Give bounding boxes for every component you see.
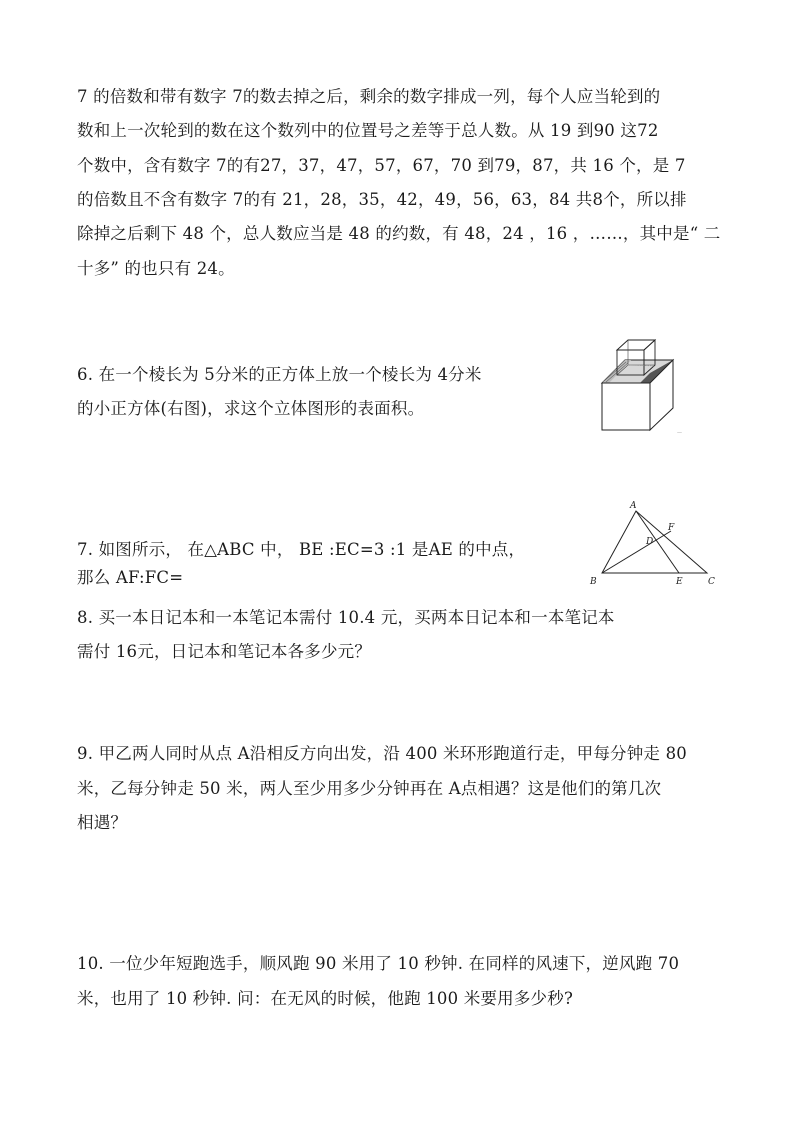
svg-text:—: — <box>677 430 682 435</box>
problem-text-line: 需付 16元，日记本和笔记本各多少元？ <box>77 642 372 661</box>
label-b: B <box>590 577 597 587</box>
label-a: A <box>630 501 637 511</box>
problem-text-line: 10. 一位少年短跑选手，顺风跑 90 米用了 10 秒钟. 在同样的风速下，逆风跑 70 <box>77 954 680 973</box>
problem-text-line: 相遇？ <box>77 813 128 832</box>
label-f: F <box>668 523 675 533</box>
text-line: 的倍数且不含有数字 7的有 21，28，35，42，49，56，63，84 共8个，所以排 <box>77 190 687 209</box>
problem-text-line: 9. 甲乙两人同时从点 A沿相反方向出发，沿 400 米环形跑道行走，甲每分钟走 80 <box>77 744 687 763</box>
problem-text-line: 的小正方体(右图)，求这个立体图形的表面积。 <box>77 399 425 418</box>
problem-text-line: 6. 在一个棱长为 5分米的正方体上放一个棱长为 4分米 <box>77 365 482 384</box>
text-line: 个数中，含有数字 7的有27，37，47，57，67，70 到79，87，共 16 个，是 7 <box>77 156 686 175</box>
text-line: 除掉之后剩下 48 个，总人数应当是 48 的约数，有 48，24 ，16 ，……，其中是“ 二 <box>77 224 721 243</box>
problem-text-line: 米，乙每分钟走 50 米，两人至少用多少分钟再在 A点相遇？这是他们的第几次 <box>77 779 662 798</box>
label-d: D <box>646 537 654 547</box>
problem-text-line: 那么 AF:FC= <box>77 568 184 587</box>
problem-text-line: 8. 买一本日记本和一本笔记本需付 10.4 元，买两本日记本和一本笔记本 <box>77 608 615 627</box>
text-line: 十多” 的也只有 24。 <box>77 259 235 278</box>
label-c: C <box>708 577 715 587</box>
stacked-cubes-figure <box>595 330 690 435</box>
triangle-abc-figure <box>582 495 732 590</box>
problem-text-line: 米，也用了 10 秒钟. 问：在无风的时候，他跑 100 米要用多少秒? <box>77 989 574 1008</box>
text-line: 7 的倍数和带有数字 7的数去掉之后，剩余的数字排成一列，每个人应当轮到的 <box>77 87 661 106</box>
problem-text-line: 7. 如图所示， 在△ABC 中， BE :EC=3 :1 是AE 的中点， <box>77 540 526 559</box>
text-line: 数和上一次轮到的数在这个数列中的位置号之差等于总人数。从 19 到90 这72 <box>77 121 659 140</box>
label-e: E <box>676 577 683 587</box>
